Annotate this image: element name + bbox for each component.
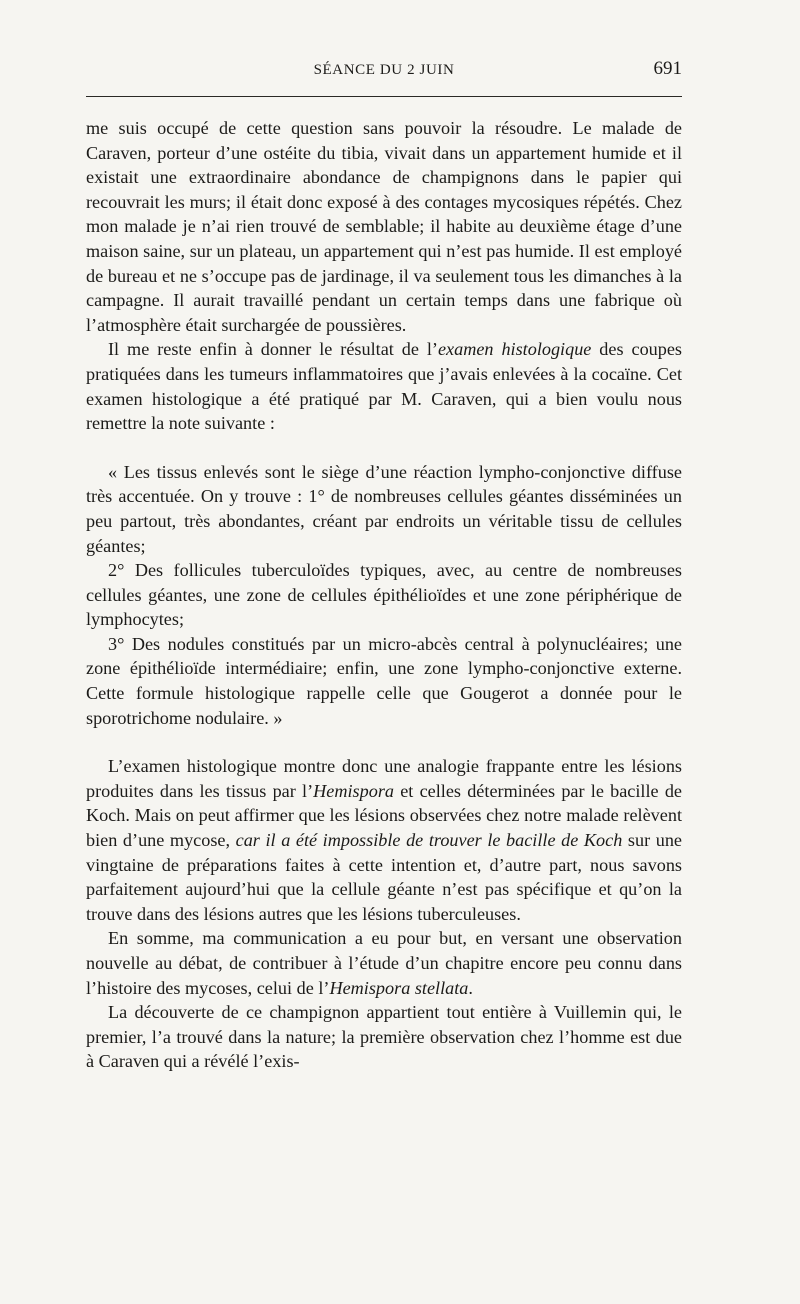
quote-paragraph-3: 3° Des nodules constitués par un micro-abcès central à polynucléaires; une zone épithélioïde intermédiaire; enfin, une zone lympho-conjonctive externe. Cette formule histologique rappelle celle que Gougerot a donnée pour le sporotrichome nodulaire. » xyxy=(86,633,682,728)
paragraph-4: En somme, ma communication a eu pour but, en versant une observation nouvelle au débat, de contribuer à l’étude d’un chapitre encore peu connu dans l’histoire des mycoses, celui de l’Hemispora stellata. xyxy=(86,928,682,998)
page-number: 691 xyxy=(653,58,682,79)
page-header xyxy=(86,58,682,86)
quote-paragraph-1: « Les tissus enlevés sont le siège d’une réaction lympho-conjonctive diffuse très accentuée. On y trouve : 1° de nombreuses cellules géantes disséminées un peu partout, très abondantes, créant par endroits un véritable tissu de cellules géantes; xyxy=(86,461,682,556)
italic-phrase: car il a été impossible de trouver le bacille de Koch xyxy=(235,830,623,851)
italic-term: Hemispora stellata xyxy=(329,977,469,998)
header-rule xyxy=(86,96,682,97)
body-text xyxy=(86,116,682,1074)
running-head: SÉANCE DU 2 JUIN xyxy=(313,62,455,78)
italic-term: Hemispora xyxy=(313,780,394,801)
quote-paragraph-2: 2° Des follicules tuberculoïdes typiques, avec, au centre de nombreuses cellules géantes, une zone de cellules épithélioïdes et une zone périphérique de lymphocytes; xyxy=(86,560,682,630)
paragraph-1: me suis occupé de cette question sans pouvoir la résoudre. Le malade de Caraven, porteur d’une ostéite du tibia, vivait dans un appartement humide et il existait une extraordinaire abondance de champignons dans le papier qui recouvrait les murs; il était donc exposé à des contages mycosiques répétés. Chez mon malade je n’ai rien trouvé de semblable; il habite au deuxième étage d’une maison saine, sur un plateau, un appartement qui n’est pas humide. Il est employé de bureau et ne s’occupe pas de jardinage, il va seulement tous les dimanches à la campagne. Il aurait travaillé pendant un certain temps dans une fabrique où l’atmosphère était surchargée de poussières. xyxy=(86,118,682,335)
spacer xyxy=(86,436,682,460)
spacer xyxy=(86,730,682,754)
italic-term: examen histologique xyxy=(437,339,592,360)
paragraph-2: Il me reste enfin à donner le résultat de l’examen histologique des coupes pratiquées dans les tumeurs inflammatoires que j’avais enlevées à la cocaïne. Cet examen histologique a été pratiqué par M. Caraven, qui a bien voulu nous remettre la note suivante : xyxy=(86,339,682,434)
paragraph-3: L’examen histologique montre donc une analogie frappante entre les lésions produites dans les tissus par l’Hemispora et celles déterminées par le bacille de Koch. Mais on peut affirmer que les lésions observées chez notre malade relèvent bien d’une mycose, car il a été impossible de trouver le bacille de Koch sur une vingtaine de préparations faites à cette intention et, d’autre part, nous savons parfaitement aujourd’hui que la cellule géante n’est pas spécifique et qu’on la trouve dans des lésions autres que les lésions tuberculeuses. xyxy=(86,756,683,924)
paragraph-5: La découverte de ce champignon appartient tout entière à Vuillemin qui, le premier, l’a trouvé dans la nature; la première observation chez l’homme est due à Caraven qui a révélé l’exis- xyxy=(86,1002,682,1072)
